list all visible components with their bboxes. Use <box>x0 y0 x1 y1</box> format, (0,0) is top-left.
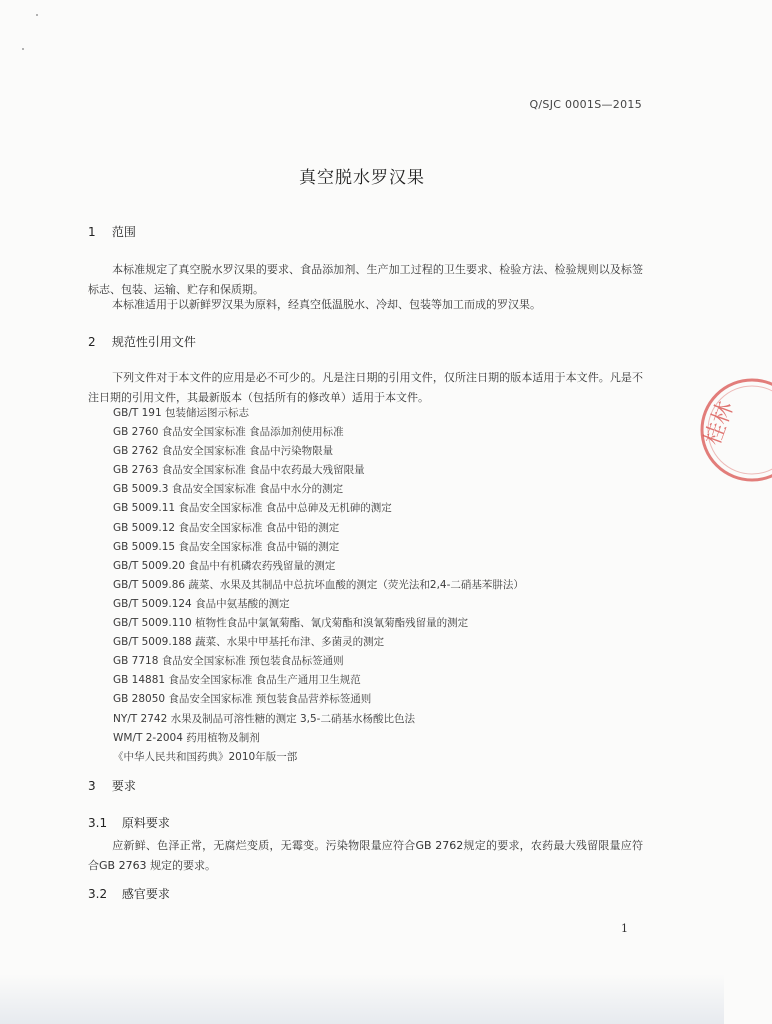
official-seal-stamp <box>692 375 772 485</box>
section-title: 要求 <box>111 779 136 793</box>
section-title: 范围 <box>111 225 136 239</box>
subsection-heading-sensory <box>88 885 170 902</box>
reference-item: 《中华人民共和国药典》2010年版一部 <box>113 750 298 763</box>
reference-item: GB 5009.11 食品安全国家标准 食品中总砷及无机砷的测定 <box>113 502 392 515</box>
section-heading-requirements <box>88 777 136 794</box>
reference-item: GB 2762 食品安全国家标准 食品中污染物限量 <box>113 445 334 458</box>
reference-item: GB/T 5009.86 蔬菜、水果及其制品中总抗坏血酸的测定（荧光法和2,4-二硝基苯肼法） <box>113 578 524 591</box>
reference-item: GB/T 5009.20 食品中有机磷农药残留量的测定 <box>113 559 336 572</box>
references-intro <box>88 368 643 408</box>
section-heading-scope <box>88 223 136 240</box>
scope-paragraph-1 <box>88 260 643 300</box>
scan-speck <box>36 14 38 16</box>
section-number: 2 <box>88 335 96 349</box>
reference-item: GB 14881 食品安全国家标准 食品生产通用卫生规范 <box>113 674 361 687</box>
reference-item: GB 28050 食品安全国家标准 预包装食品营养标签通则 <box>113 693 372 706</box>
subsection-title: 感官要求 <box>121 887 170 901</box>
reference-item: GB/T 5009.188 蔬菜、水果中甲基托布津、多菌灵的测定 <box>113 636 385 649</box>
subsection-title: 原料要求 <box>121 816 170 830</box>
document-title: 真空脱水罗汉果 <box>299 168 425 188</box>
reference-item: NY/T 2742 水果及制品可溶性糖的测定 3,5-二硝基水杨酸比色法 <box>113 712 415 725</box>
subsection-heading-raw-material <box>88 814 170 831</box>
reference-item: GB 2760 食品安全国家标准 食品添加剂使用标准 <box>113 426 344 439</box>
scope-text-2: 本标准适用于以新鲜罗汉果为原料，经真空低温脱水、冷却、包装等加工而成的罗汉果。 <box>112 298 541 311</box>
reference-item: GB/T 191 包装储运图示标志 <box>113 407 250 419</box>
references-intro-text: 下列文件对于本文件的应用是必不可少的。凡是注日期的引用文件，仅所注日期的版本适用于本文件。凡是不注日期的引用文件，其最新版本（包括所有的修改单）适用于本文件。 <box>88 371 643 404</box>
reference-item: GB 5009.12 食品安全国家标准 食品中铅的测定 <box>113 521 340 534</box>
scan-bottom-shade <box>0 974 724 1024</box>
subsection-number: 3.1 <box>88 816 108 830</box>
scan-speck <box>22 48 24 50</box>
reference-list <box>113 404 633 767</box>
reference-item: GB 5009.15 食品安全国家标准 食品中镉的测定 <box>113 540 340 553</box>
scope-text-1: 本标准规定了真空脱水罗汉果的要求、食品添加剂、生产加工过程的卫生要求、检验方法、检验规则以及标签标志、包装、运输、贮存和保质期。 <box>88 263 643 296</box>
section-number: 3 <box>88 779 96 793</box>
raw-material-paragraph <box>88 836 643 876</box>
document-code: Q/SJC 0001S—2015 <box>529 98 642 111</box>
reference-item: GB 5009.3 食品安全国家标准 食品中水分的测定 <box>113 483 344 496</box>
subsection-number: 3.2 <box>88 887 108 901</box>
section-heading-references <box>88 333 196 350</box>
section-title: 规范性引用文件 <box>111 335 196 349</box>
raw-material-text: 应新鲜、色泽正常，无腐烂变质，无霉变。污染物限量应符合GB 2762规定的要求，农药最大残留限量应符合GB 2763 规定的要求。 <box>88 839 643 872</box>
section-number: 1 <box>88 225 96 239</box>
seal-text: 桂林 <box>700 398 739 449</box>
reference-item: GB/T 5009.110 植物性食品中氯氰菊酯、氰戊菊酯和溴氰菊酯残留量的测定 <box>113 617 469 630</box>
reference-item: GB 7718 食品安全国家标准 预包装食品标签通则 <box>113 655 344 668</box>
scope-paragraph-2 <box>88 295 643 315</box>
reference-item: WM/T 2-2004 药用植物及制剂 <box>113 731 260 744</box>
reference-item: GB 2763 食品安全国家标准 食品中农药最大残留限量 <box>113 464 365 477</box>
reference-item: GB/T 5009.124 食品中氨基酸的测定 <box>113 597 290 610</box>
page-number: 1 <box>621 922 628 935</box>
